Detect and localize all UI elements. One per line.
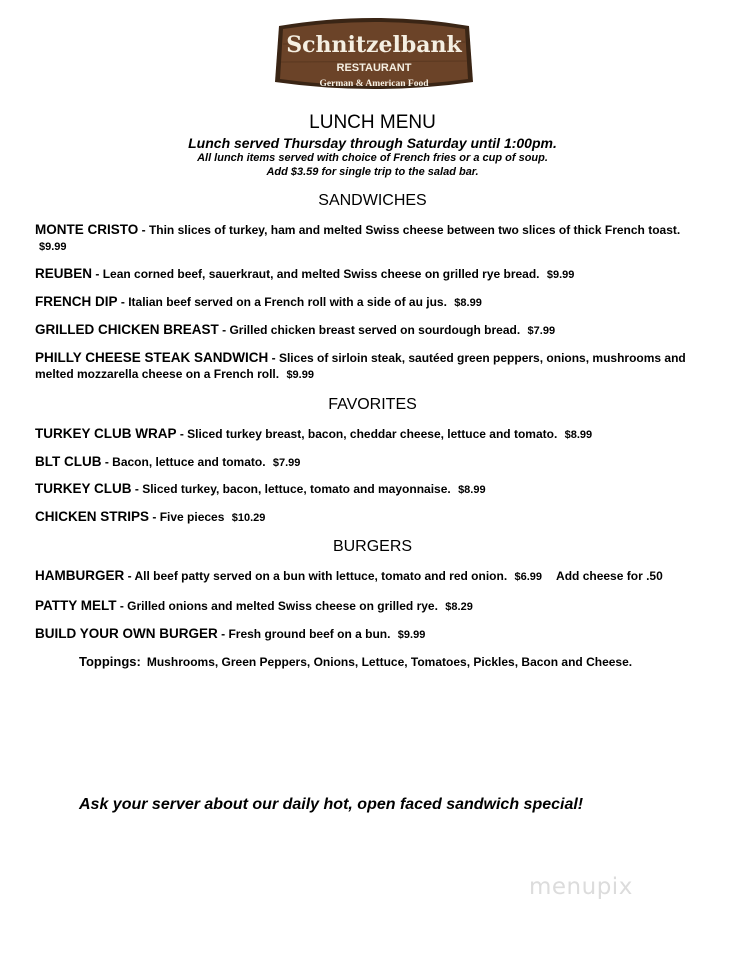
menu-item: HAMBURGER - All beef patty served on a bun with lettuce, tomato and red onion. $6.99 Add cheese for .50	[35, 568, 663, 583]
item-description: Bacon, lettuce and tomato.	[112, 455, 266, 469]
item-price: $9.99	[546, 269, 575, 281]
logo-name: Schnitzelbank	[286, 32, 462, 58]
toppings-label: Toppings:	[79, 654, 141, 669]
item-name: PHILLY CHEESE STEAK SANDWICH	[35, 350, 269, 365]
item-name: BLT CLUB	[35, 454, 102, 469]
lunch-hours: Lunch served Thursday through Saturday until 1:00pm.	[188, 135, 557, 151]
item-price: $9.99	[39, 241, 67, 253]
item-name: MONTE CRISTO	[35, 222, 139, 237]
item-price: $9.99	[286, 369, 314, 381]
menu-item: TURKEY CLUB WRAP - Sliced turkey breast, bacon, cheddar cheese, lettuce and tomato. $8.99	[35, 426, 593, 441]
item-description: Grilled chicken breast served on sourdough bread.	[229, 323, 521, 337]
menu-item: PHILLY CHEESE STEAK SANDWICH - Slices of sirloin steak, sautéed green peppers, onions, mushrooms and melted mozzarella cheese on a French roll. $9.99	[35, 350, 686, 381]
menu-item: BUILD YOUR OWN BURGER - Fresh ground beef on a bun. $9.99	[35, 626, 426, 641]
item-price: $10.29	[231, 512, 266, 524]
item-price: $8.99	[564, 429, 593, 441]
menu-item: REUBEN - Lean corned beef, sauerkraut, and melted Swiss cheese on grilled rye bread. $9.99	[35, 266, 575, 281]
menu-item: MONTE CRISTO - Thin slices of turkey, ham and melted Swiss cheese between two slices of thick French toast. $9.99	[35, 222, 681, 253]
item-name: TURKEY CLUB	[35, 481, 132, 496]
toppings-line	[79, 654, 632, 669]
section-title-burgers: BURGERS	[332, 538, 413, 555]
logo-sub: RESTAURANT	[336, 62, 412, 74]
item-price: $9.99	[397, 629, 426, 641]
item-price: $7.99	[527, 325, 556, 337]
item-addon: Add cheese for .50	[556, 569, 663, 583]
item-price: $7.99	[272, 457, 301, 469]
toppings-list: Mushrooms, Green Peppers, Onions, Lettuce, Tomatoes, Pickles, Bacon and Cheese.	[146, 655, 633, 669]
item-description: Thin slices of turkey, ham and melted Swiss cheese between two slices of thick French toast.	[148, 223, 681, 237]
item-description: Lean corned beef, sauerkraut, and melted Swiss cheese on grilled rye bread.	[102, 267, 540, 281]
item-description: Five pieces	[159, 510, 225, 524]
item-name: REUBEN	[35, 266, 93, 281]
menu-item: FRENCH DIP - Italian beef served on a French roll with a side of au jus. $8.99	[35, 294, 482, 309]
item-price: $8.99	[458, 484, 486, 496]
item-name: FRENCH DIP	[35, 294, 118, 309]
item-description: Slices of sirloin steak, sautéed green peppers, onions, mushrooms and melted mozzarella cheese on a French roll.	[35, 351, 686, 381]
menu-title: LUNCH MENU	[309, 112, 436, 133]
item-name: CHICKEN STRIPS	[35, 509, 150, 524]
menu-item: CHICKEN STRIPS - Five pieces $10.29	[35, 509, 266, 524]
logo-tagline: German & American Food	[319, 79, 429, 89]
item-price: $6.99	[514, 571, 543, 583]
item-name: BUILD YOUR OWN BURGER	[35, 626, 218, 641]
section-title-favorites: FAVORITES	[328, 396, 417, 413]
item-description: Italian beef served on a French roll with a side of au jus.	[128, 295, 447, 309]
item-name: PATTY MELT	[35, 598, 117, 613]
item-description: Sliced turkey, bacon, lettuce, tomato and mayonnaise.	[142, 482, 451, 496]
salad-bar-note: Add $3.59 for single trip to the salad bar.	[266, 166, 479, 178]
item-price: $8.29	[445, 601, 473, 613]
item-description: Fresh ground beef on a bun.	[228, 627, 391, 641]
menu-item: BLT CLUB - Bacon, lettuce and tomato. $7.99	[35, 454, 301, 469]
item-description: Grilled onions and melted Swiss cheese on grilled rye.	[127, 599, 438, 613]
menu-item: GRILLED CHICKEN BREAST - Grilled chicken breast served on sourdough bread. $7.99	[35, 322, 556, 337]
section-title-sandwiches: SANDWICHES	[318, 192, 427, 209]
item-description: Sliced turkey breast, bacon, cheddar cheese, lettuce and tomato.	[187, 427, 558, 441]
menu-item: PATTY MELT - Grilled onions and melted Swiss cheese on grilled rye. $8.29	[35, 598, 473, 613]
item-name: TURKEY CLUB WRAP	[35, 426, 177, 441]
menu-item: TURKEY CLUB - Sliced turkey, bacon, lettuce, tomato and mayonnaise. $8.99	[35, 481, 486, 496]
daily-special-note: Ask your server about our daily hot, open faced sandwich special!	[79, 796, 584, 813]
item-price: $8.99	[454, 297, 482, 309]
restaurant-logo	[271, 16, 477, 96]
item-name: HAMBURGER	[35, 568, 125, 583]
item-name: GRILLED CHICKEN BREAST	[35, 322, 219, 337]
side-choice-note: All lunch items served with choice of French fries or a cup of soup.	[197, 152, 548, 164]
watermark: menupix	[529, 874, 633, 900]
item-description: All beef patty served on a bun with lettuce, tomato and red onion.	[134, 569, 508, 583]
